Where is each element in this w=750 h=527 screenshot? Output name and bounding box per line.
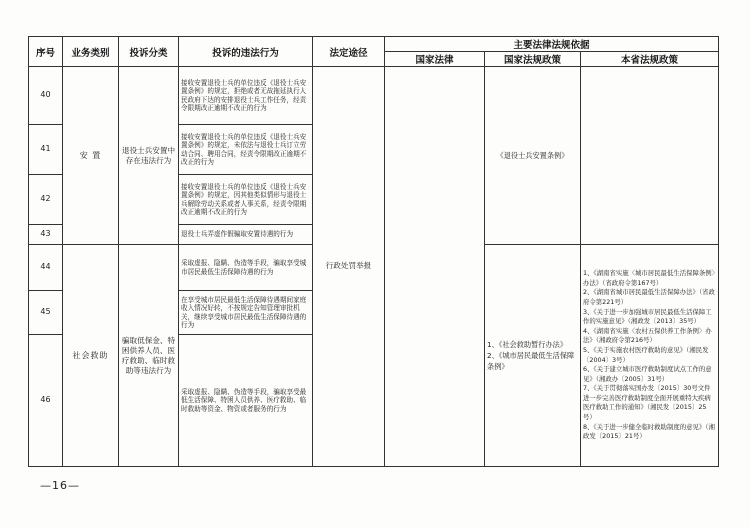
national-reg-cell: 《退役士兵安置条例》 (485, 67, 581, 245)
header-national-law: 国家法律 (385, 52, 485, 67)
header-violation: 投诉的违法行为 (179, 37, 313, 67)
violation-cell: 退役士兵弄虚作假骗取安置待遇的行为 (179, 225, 313, 245)
provincial-item: 8、《关于进一步健全临时救助制度的意见》（湘政发〔2015〕21号） (583, 422, 715, 441)
provincial-item: 4、《湖南省实施〈农村五保供养工作条例〉办法》（湘政府令第216号） (583, 326, 712, 345)
provincial-item: 7、《关于贯彻落实国办发〔2015〕30号文件进一步完善医疗救助制度全面开展重特大疾病医疗救助工作的通知》（湘民发〔2015〕25号） (583, 384, 711, 422)
national-reg-item: 2、《城市居民最低生活保障条例》 (487, 351, 575, 371)
violation-cell: 采取虚报、隐瞒、伪造等手段，骗取享受城市居民最低生活保障待遇的行为 (179, 245, 313, 291)
provincial-item: 3、《关于进一步加强城市居民最低生活保障工作的实施意见》（湘政发〔2013〕35号） (583, 307, 712, 326)
provincial-cell (581, 245, 719, 467)
category-cell: 社会救助 (63, 245, 119, 467)
complaint-type-cell: 骗取低保金、特困供养人员、医疗救助、临时救助等违法行为 (119, 245, 179, 467)
complaint-type-cell: 退役士兵安置中存在违法行为 (119, 67, 179, 245)
row-number: 43 (29, 225, 63, 245)
header-route: 法定途径 (313, 37, 385, 67)
provincial-item: 6、《关于建立城市医疗救助制度试点工作的意见》（湘政办〔2005〕31号） (583, 365, 712, 383)
provincial-item: 1、《湖南省实施〈城市居民最低生活保障条例〉办法》（省政府令第167号） (583, 269, 715, 287)
provincial-item: 2、《湖南省城市居民最低生活保障办法》（省政府令第221号） (583, 288, 715, 306)
violation-cell: 接收安置退役士兵的单位违反《退役士兵安置条例》的规定，未依法与退役士兵订立劳动合同、聘用合同，经责令限期改正逾期不改正的行为 (179, 125, 313, 175)
violation-cell: 接收安置退役士兵的单位违反《退役士兵安置条例》的规定，因其他类似情形与退役士兵解除劳动关系或者人事关系，经责令限期改正逾期不改正的行为 (179, 175, 313, 225)
national-law-cell (385, 67, 485, 467)
header-provincial: 本省法规政策 (581, 52, 719, 67)
provincial-item: 5、《关于实施农村医疗救助的意见》（湘民发〔2004〕3号） (583, 345, 709, 364)
violation-cell: 接收安置退役士兵的单位违反《退役士兵安置条例》的规定，拒绝或者无故拖延执行人民政府下达的安排退役士兵工作任务，经责令限期改正逾期不改正的行为 (179, 67, 313, 125)
table-row (29, 67, 719, 125)
route-cell: 行政处罚举报 (313, 67, 385, 467)
national-reg-item: 1、《社会救助暂行办法》 (487, 340, 568, 349)
header-national-reg: 国家法规政策 (485, 52, 581, 67)
page-number: —16— (40, 479, 80, 492)
row-number: 42 (29, 175, 63, 225)
header-legal-basis: 主要法律法规依据 (385, 37, 719, 52)
violation-cell: 采取虚报、隐瞒、伪造等手段，骗取享受最低生活保障、特困人员供养、医疗救助、临时救助等资金、物资或者服务的行为 (179, 335, 313, 467)
header-seq: 序号 (29, 37, 63, 67)
row-number: 45 (29, 291, 63, 335)
national-reg-cell (485, 245, 581, 467)
legal-basis-table (28, 36, 719, 467)
header-complaint-type: 投诉分类 (119, 37, 179, 67)
row-number: 44 (29, 245, 63, 291)
row-number: 41 (29, 125, 63, 175)
category-cell: 安 置 (63, 67, 119, 245)
header-category: 业务类别 (63, 37, 119, 67)
provincial-cell (581, 67, 719, 245)
violation-cell: 在享受城市居民最低生活保障待遇期间家庭收入情况好转，不按规定告知管理审批机关，继续享受城市居民最低生活保障待遇的行为 (179, 291, 313, 335)
row-number: 40 (29, 67, 63, 125)
row-number: 46 (29, 335, 63, 467)
